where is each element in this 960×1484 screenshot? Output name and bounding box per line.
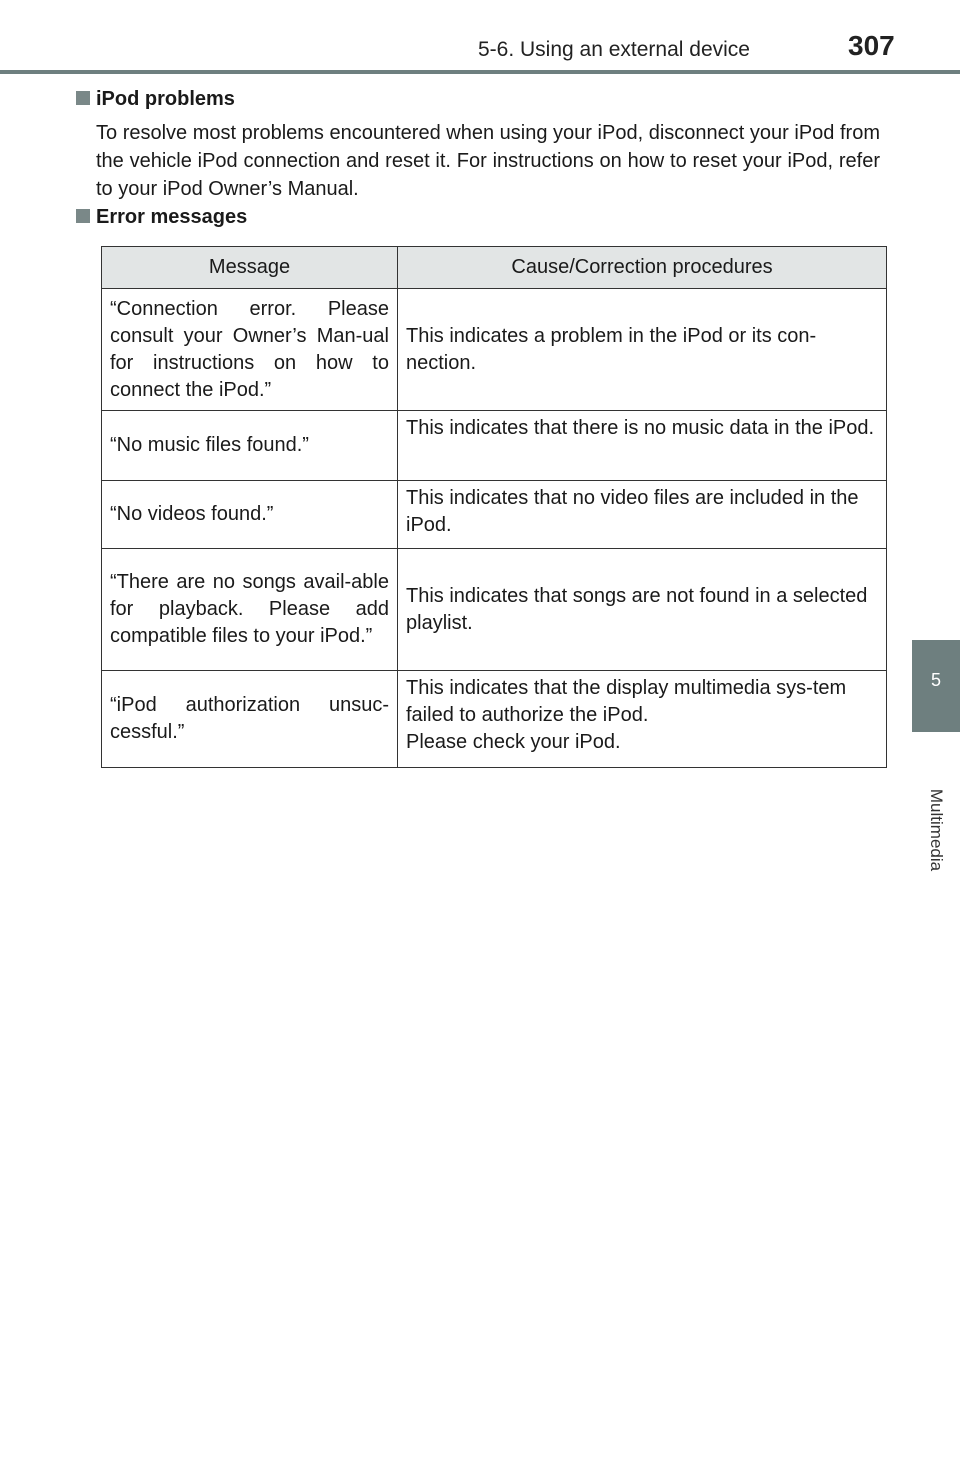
cause-text: This indicates that the display multimedia sys-tem failed to authorize the iPod.: [406, 677, 847, 726]
cause-cell: This indicates that no video files are included in the iPod.: [398, 481, 887, 549]
chapter-label: [906, 788, 960, 872]
error-messages-title: Error messages: [96, 206, 248, 228]
cause-cell: This indicates that there is no music data in the iPod.: [398, 411, 887, 481]
square-bullet-icon: [76, 91, 90, 105]
page-number: 307: [848, 30, 895, 61]
table-row: [102, 549, 887, 671]
table-row: [102, 671, 887, 768]
square-bullet-icon: [76, 209, 90, 223]
message-cell: “iPod authorization unsuc-cessful.”: [102, 671, 398, 768]
message-cell: “No music files found.”: [102, 411, 398, 481]
message-cell: “Connection error. Please consult your Owner’s Man-ual for instructions on how to connect the iPod.”: [102, 289, 398, 411]
error-messages-heading: [76, 206, 247, 229]
cause-cell: This indicates a problem in the iPod or its con-nection.: [398, 289, 887, 411]
error-messages-table: [101, 246, 887, 768]
column-header-message: Message: [102, 247, 398, 289]
table-header-row: [102, 247, 887, 289]
cause-cell: This indicates that songs are not found in a selected playlist.: [398, 549, 887, 671]
ipod-problems-body: To resolve most problems encountered when using your iPod, disconnect your iPod from the vehicle iPod connection and reset it. For instructions on how to reset your iPod, refer to your iPod Owner’s Manual.: [96, 122, 880, 200]
chapter-tab: [912, 640, 960, 732]
table-row: [102, 481, 887, 549]
section-title: 5-6. Using an external device: [478, 38, 750, 61]
message-cell: “There are no songs avail-able for playback. Please add compatible files to your iPod.”: [102, 549, 398, 671]
ipod-problems-heading: [76, 88, 235, 111]
column-header-cause: Cause/Correction procedures: [398, 247, 887, 289]
message-cell: “No videos found.”: [102, 481, 398, 549]
table-row: [102, 411, 887, 481]
chapter-number: 5: [930, 670, 941, 690]
ipod-problems-title: iPod problems: [96, 88, 235, 110]
table-row: [102, 289, 887, 411]
cause-extra-text: Please check your iPod.: [406, 731, 621, 753]
cause-cell: [398, 671, 887, 768]
header-divider: [0, 70, 960, 74]
chapter-label-text: Multimedia: [927, 788, 947, 872]
